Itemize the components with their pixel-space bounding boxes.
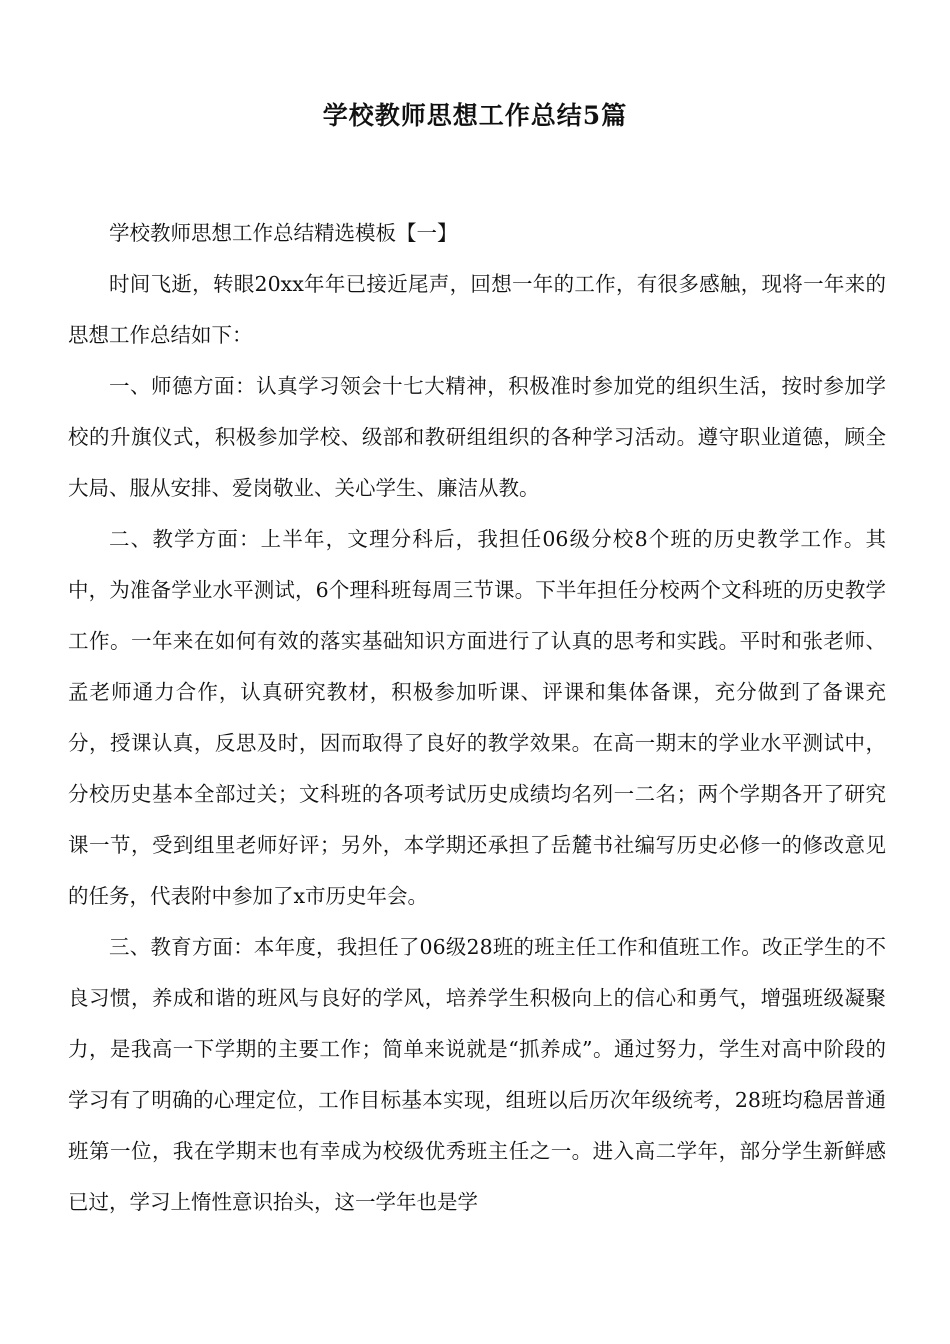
- paragraph-teaching: 二、教学方面：上半年，文理分科后，我担任06级分校8个班的历史教学工作。其中，为准备学业水平测试，6个理科班每周三节课。下半年担任分校两个文科班的历史教学工作。一年来在如何有效的落实基础知识方面进行了认真的思考和实践。平时和张老师、孟老师通力合作，认真研究教材，积极参加听课、评课和集体备课，充分做到了备课充分，授课认真，反思及时，因而取得了良好的教学效果。在高一期末的学业水平测试中，分校历史基本全部过关；文科班的各项考试历史成绩均名列一二名；两个学期各开了研究课一节，受到组里老师好评；另外，本学期还承担了岳麓书社编写历史必修一的修改意见的任务，代表附中参加了x市历史年会。: [68, 527, 886, 908]
- paragraph-education: 三、教育方面：本年度，我担任了06级28班的班主任工作和值班工作。改正学生的不良习惯，养成和谐的班风与良好的学风，培养学生积极向上的信心和勇气，增强班级凝聚力，是我高一下学期的主要工作；简单来说就是“抓养成”。通过努力，学生对高中阶段的学习有了明确的心理定位，工作目标基本实现，组班以后历次年级统考，28班均稳居普通班第一位，我在学期末也有幸成为校级优秀班主任之一。进入高二学年，部分学生新鲜感已过，学习上惰性意识抬头，这一学年也是学: [68, 935, 886, 1214]
- section-heading: 学校教师思想工作总结精选模板【一】: [109, 221, 458, 245]
- document-title: 学校教师思想工作总结5篇: [322, 101, 628, 130]
- document-body: [68, 208, 886, 1228]
- paragraph-ethics: 一、师德方面：认真学习领会十七大精神，积极准时参加党的组织生活，按时参加学校的升旗仪式，积极参加学校、级部和教研组组织的各种学习活动。遵守职业道德，顾全大局、服从安排、爱岗敬业、关心学生、廉洁从教。: [68, 374, 886, 500]
- paragraph-intro: 时间飞逝，转眼20xx年年已接近尾声，回想一年的工作，有很多感触，现将一年来的思想工作总结如下：: [68, 272, 886, 347]
